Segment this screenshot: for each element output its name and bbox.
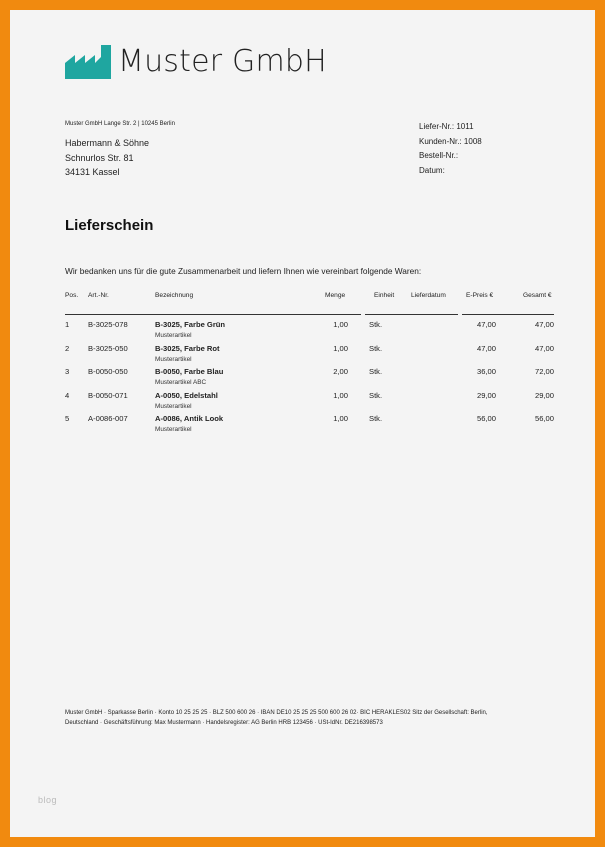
intro-text: Wir bedanken uns für die gute Zusammenarbeit und liefern Ihnen wie vereinbart folgende Waren: xyxy=(65,266,422,276)
cell-epreis: 29,00 xyxy=(476,390,496,400)
cell-art: A-0086-007 xyxy=(88,414,128,423)
cell-gesamt: 72,00 xyxy=(534,367,554,376)
sender-line: Muster GmbH Lange Str. 2 | 10245 Berlin xyxy=(65,121,175,127)
cell-art: B-0050-071 xyxy=(88,390,128,400)
recipient-address xyxy=(65,136,149,180)
company-logo xyxy=(65,44,327,79)
cell-menge: 2,00 xyxy=(333,367,348,376)
table-row xyxy=(65,344,554,367)
cell-name: B-0050, Farbe Blau xyxy=(155,367,224,376)
cell-pos: 5 xyxy=(65,414,70,423)
cell-einheit: Stk. xyxy=(369,367,383,376)
company-name: Muster GmbH xyxy=(118,44,327,79)
page-title: Lieferschein xyxy=(65,217,154,234)
header-pos: Pos. xyxy=(65,292,79,299)
cell-gesamt: 47,00 xyxy=(534,320,554,329)
cell-name: A-0050, Edelstahl xyxy=(155,390,218,400)
cell-einheit: Stk. xyxy=(369,414,383,423)
header-rule xyxy=(65,314,554,315)
cell-pos: 4 xyxy=(65,390,70,400)
cell-sub: Musterartikel xyxy=(155,355,192,363)
watermark: blog xyxy=(38,795,58,805)
cell-epreis: 47,00 xyxy=(476,343,496,353)
factory-icon xyxy=(65,45,111,79)
liefer-nr: Liefer-Nr.: 1011 xyxy=(419,122,474,131)
bestell-nr: Bestell-Nr.: xyxy=(419,151,459,160)
cell-art: B-0050-050 xyxy=(88,367,128,376)
cell-pos: 2 xyxy=(65,343,70,353)
cell-gesamt: 47,00 xyxy=(534,343,554,353)
recipient-name: Habermann & Söhne xyxy=(65,138,150,148)
cell-einheit: Stk. xyxy=(369,343,383,353)
cell-epreis: 47,00 xyxy=(476,320,496,329)
cell-pos: 1 xyxy=(65,320,70,329)
cell-sub: Musterartikel xyxy=(155,332,192,339)
cell-name: A-0086, Antik Look xyxy=(155,414,224,423)
cell-epreis: 36,00 xyxy=(476,367,496,376)
cell-name: B-3025, Farbe Grün xyxy=(155,320,226,329)
table-row xyxy=(65,367,554,390)
footer-line-1: Muster GmbH · Sparkasse Berlin · Konto 10 25 25 25 · BLZ 500 600 26 · IBAN DE10 25 25 25 500 600 26 02· BIC HERAKLES02 Sitz der Gesellschaft: Berlin, xyxy=(65,710,488,716)
kunden-nr: Kunden-Nr.: 1008 xyxy=(419,136,482,146)
recipient-street: Schnurlos Str. 81 xyxy=(65,152,134,163)
table-row xyxy=(65,414,554,437)
cell-epreis: 56,00 xyxy=(476,414,496,423)
cell-sub: Musterartikel xyxy=(155,426,192,433)
cell-gesamt: 29,00 xyxy=(534,390,554,400)
cell-pos: 3 xyxy=(65,367,70,376)
header-gesamt: Gesamt € xyxy=(523,292,552,299)
cell-name: B-3025, Farbe Rot xyxy=(155,343,220,353)
cell-gesamt: 56,00 xyxy=(534,414,554,423)
cell-einheit: Stk. xyxy=(369,320,383,329)
header-epreis: E-Preis € xyxy=(466,292,494,299)
cell-sub: Musterartikel ABC xyxy=(155,379,207,386)
header-lieferdatum: Lieferdatum xyxy=(411,292,446,299)
cell-einheit: Stk. xyxy=(369,390,383,400)
recipient-city: 34131 Kassel xyxy=(65,167,120,177)
cell-menge: 1,00 xyxy=(333,414,348,423)
cell-menge: 1,00 xyxy=(333,320,348,329)
header-art: Art.-Nr. xyxy=(88,292,109,299)
footer xyxy=(65,708,535,728)
datum: Datum: xyxy=(419,165,445,175)
rule-gap xyxy=(361,314,365,315)
cell-art: B-3025-078 xyxy=(88,320,128,329)
cell-menge: 1,00 xyxy=(333,343,348,353)
header-menge: Menge xyxy=(325,292,346,299)
table-row xyxy=(65,320,554,343)
table-row xyxy=(65,391,554,414)
cell-sub: Musterartikel xyxy=(155,402,192,410)
cell-menge: 1,00 xyxy=(333,390,348,400)
header-bez: Bezeichnung xyxy=(155,292,194,299)
document-meta xyxy=(419,120,482,178)
cell-art: B-3025-050 xyxy=(88,343,128,353)
rule-gap xyxy=(458,314,462,315)
footer-line-2: Deutschland · Geschäftsführung: Max Mustermann · Handelsregister: AG Berlin HRB 123456 · USt-IdNr. DE216398573 xyxy=(65,720,383,726)
header-einheit: Einheit xyxy=(374,292,395,299)
